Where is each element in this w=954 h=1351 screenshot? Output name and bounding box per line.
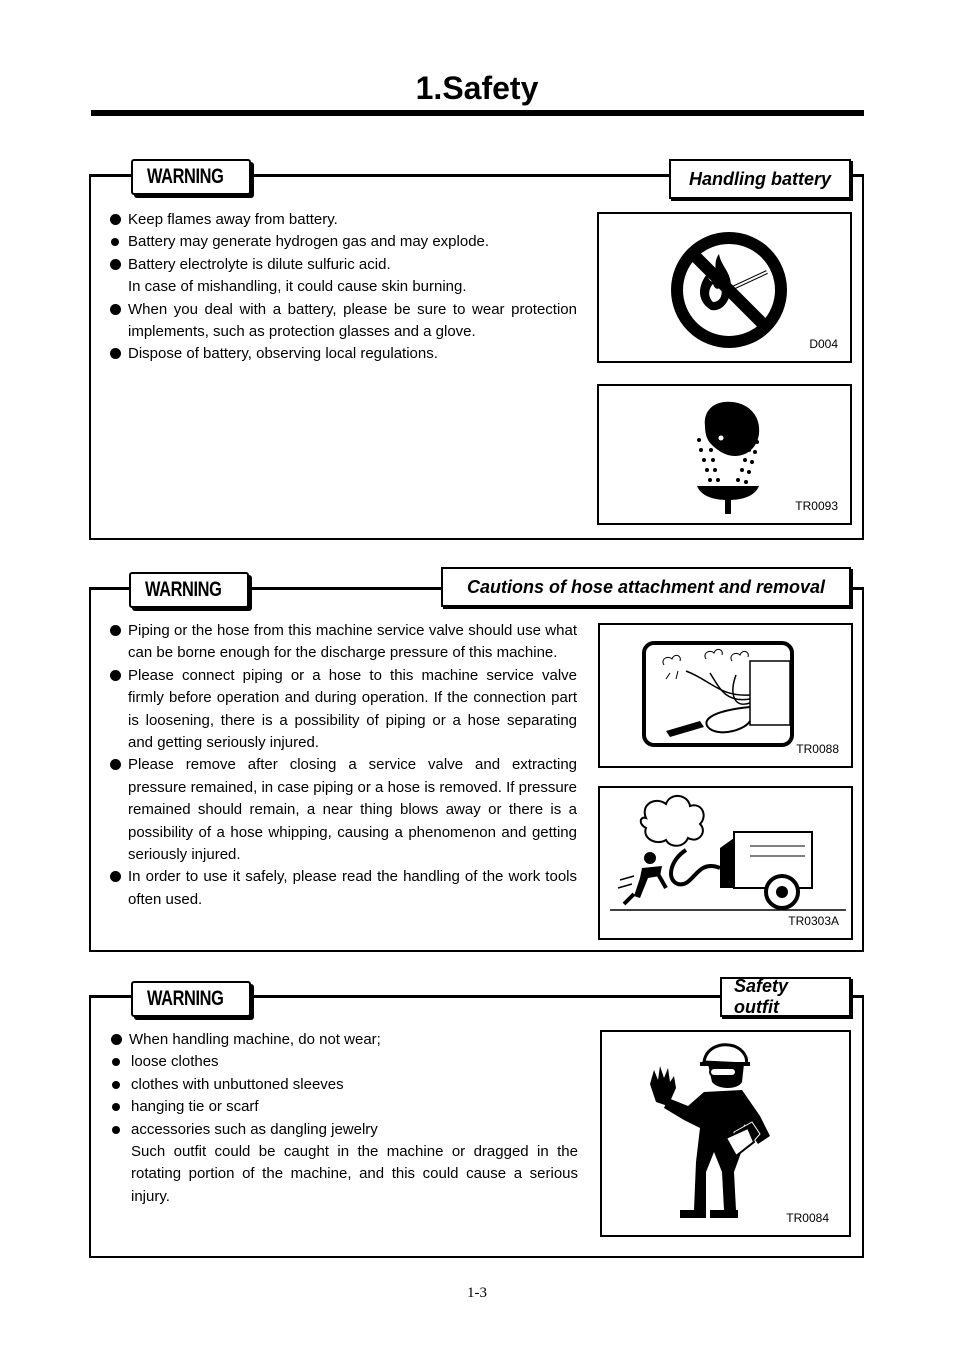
- figure-code: D004: [809, 337, 838, 351]
- warning-badge: [131, 981, 251, 1017]
- bullet-list: [110, 1029, 578, 1208]
- warning-badge: [129, 572, 249, 608]
- section-title: Safety outfit: [720, 977, 851, 1017]
- list-item: Battery may generate hydrogen gas and may explode.: [109, 231, 577, 253]
- list-item: loose clothes: [110, 1051, 578, 1073]
- section-title: Handling battery: [669, 159, 851, 199]
- list-item: Please connect piping or a hose to this machine service valve firmly before operation and during operation. If the connection part is loosening, there is a possibility of piping or a hose separating and getting seriously injured.: [109, 665, 577, 755]
- figure-hose-connection: [598, 623, 853, 768]
- list-item: When you deal with a battery, please be sure to wear protection implements, such as protection glasses and a glove.: [109, 299, 577, 344]
- list-item: In case of mishandling, it could cause skin burning.: [128, 278, 467, 296]
- title-rule: [91, 110, 864, 116]
- list-item: When handling machine, do not wear;: [110, 1029, 578, 1051]
- figure-code: TR0088: [796, 742, 839, 756]
- bullet-list: [109, 620, 577, 911]
- bullet-list: [109, 209, 577, 366]
- list-item: In order to use it safely, please read the handling of the work tools often used.: [109, 866, 577, 911]
- figure-hose-whipping: [598, 786, 853, 940]
- safety-outfit-worker-icon: [602, 1032, 849, 1235]
- section-title: Cautions of hose attachment and removal: [441, 567, 851, 607]
- page-number: 1-3: [467, 1285, 487, 1301]
- list-item: Please remove after closing a service valve and extracting pressure remained, in case piping or a hose is removed. If pressure remained should remain, a near thing blows away or there is a possibility of a hose whipping, causing a phenomenon and getting seriously injured.: [109, 754, 577, 866]
- list-item: Piping or the hose from this machine service valve should use what can be borne enough for the discharge pressure of this machine.: [109, 620, 577, 665]
- list-item: Dispose of battery, observing local regulations.: [109, 343, 577, 365]
- warning-label: WARNING: [147, 987, 224, 1010]
- figure-code: TR0093: [795, 499, 838, 513]
- page-title: 1.Safety: [415, 70, 539, 106]
- list-item: hanging tie or scarf: [110, 1096, 578, 1118]
- figure-no-open-flame: [597, 212, 852, 363]
- warning-badge: [131, 159, 251, 195]
- warning-label: WARNING: [145, 578, 222, 601]
- list-item: Such outfit could be caught in the machine or dragged in the rotating portion of the machine, and this could cause a serious injury.: [131, 1143, 578, 1205]
- list-item: accessories such as dangling jewelry: [110, 1119, 578, 1141]
- figure-code: TR0303A: [788, 914, 839, 928]
- figure-code: TR0084: [786, 1211, 829, 1225]
- list-item: Battery electrolyte is dilute sulfuric acid.: [109, 254, 577, 276]
- figure-safety-outfit: [600, 1030, 851, 1237]
- list-item: Keep flames away from battery.: [109, 209, 577, 231]
- figure-eye-wash: [597, 384, 852, 525]
- warning-label: WARNING: [147, 165, 224, 188]
- list-item: clothes with unbuttoned sleeves: [110, 1074, 578, 1096]
